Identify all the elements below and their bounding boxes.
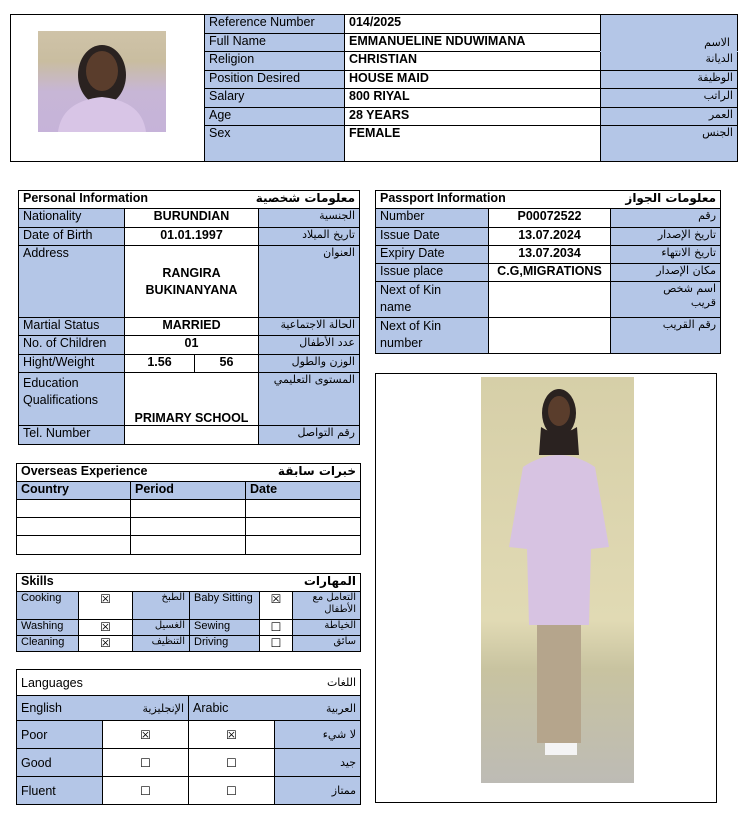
age-ar: العمر [601,108,738,126]
education-label-1: Education [23,376,79,390]
age-label: Age [205,108,345,126]
level-good-ar: جيد [275,749,361,777]
nationality-ar: الجنسية [259,209,360,228]
education-value: PRIMARY SCHOOL [125,373,259,426]
expiry-date-value: 13.07.2034 [489,246,611,264]
level-fluent-ar: ممتاز [275,777,361,805]
col-date: Date [246,482,361,500]
children-label: No. of Children [19,336,125,355]
skill-driving-label: Driving [190,636,260,652]
lang-english-label: English [17,696,103,721]
tel-label: Tel. Number [19,426,125,445]
marital-value: MARRIED [125,318,259,336]
languages-title-ar: اللغات [189,670,361,696]
position-label: Position Desired [205,71,345,89]
level-poor-ar: لا شيء [275,721,361,749]
name-label: Full Name [205,34,345,52]
expiry-date-ar: تاريخ الانتهاء [611,246,721,264]
issue-place-value: C.G,MIGRATIONS [489,264,611,282]
level-poor-arabic-checkbox[interactable]: ☒ [189,721,275,749]
skill-sewing-checkbox[interactable]: ☐ [260,620,293,636]
address-ar: العنوان [259,246,360,318]
issue-place-label: Issue place [376,264,489,282]
personal-title: Personal Information [19,191,195,209]
kin-name-label [376,282,489,318]
lang-arabic-ar: العربية [275,696,361,721]
education-label [19,373,125,426]
issue-place-ar: مكان الإصدار [611,264,721,282]
dob-label: Date of Birth [19,228,125,246]
level-good-english-checkbox[interactable]: ☐ [103,749,189,777]
kin-name-label-1: Next of Kin [380,283,442,297]
address-value [125,246,259,318]
overseas-table [16,463,361,555]
kin-number-label-2: number [380,336,423,350]
skill-washing-ar: الغسيل [133,620,190,636]
skill-cooking-label: Cooking [17,592,79,620]
kin-name-value [489,282,611,318]
height-value: 1.56 [125,355,195,373]
level-fluent-english-checkbox[interactable]: ☐ [103,777,189,805]
tel-value [125,426,259,445]
hw-label: Hight/Weight [19,355,125,373]
fullbody-photo [481,377,634,783]
kin-number-ar: رقم القريب [611,318,721,354]
ref-value: 014/2025 [345,15,601,34]
expiry-date-label: Expiry Date [376,246,489,264]
level-fluent-arabic-checkbox[interactable]: ☐ [189,777,275,805]
skill-washing-checkbox[interactable]: ☒ [79,620,133,636]
level-poor-label: Poor [17,721,103,749]
sex-ar: الجنس [601,126,738,162]
table-row [17,500,361,518]
skill-washing-label: Washing [17,620,79,636]
passport-title-ar: معلومات الجواز [489,191,721,209]
religion-label: Religion [205,52,345,71]
kin-name-label-2: name [380,300,412,314]
issue-date-value: 13.07.2024 [489,228,611,246]
portrait-photo [38,31,166,132]
skills-title-ar: المهارات [190,574,361,592]
passport-number-value: P00072522 [489,209,611,228]
sex-value: FEMALE [345,126,601,162]
weight-value: 56 [195,355,259,373]
kin-number-label-1: Next of Kin [380,319,442,333]
salary-ar: الراتب [601,89,738,108]
name-value: EMMANUELINE NDUWIMANA [345,34,601,52]
level-poor-english-checkbox[interactable]: ☒ [103,721,189,749]
lang-arabic-label: Arabic [189,696,275,721]
kin-number-value [489,318,611,354]
religion-value: CHRISTIAN [345,52,601,71]
dob-ar: تاريخ الميلاد [259,228,360,246]
overseas-title-ar: خبرات سابقة [246,464,361,482]
kin-number-label [376,318,489,354]
level-good-arabic-checkbox[interactable]: ☐ [189,749,275,777]
education-ar: المستوى التعليمي [259,373,360,426]
skill-driving-ar: سائق [293,636,361,652]
nationality-value: BURUNDIAN [125,209,259,228]
skill-cleaning-ar: التنظيف [133,636,190,652]
address-label: Address [19,246,125,318]
sex-label: Sex [205,126,345,162]
salary-value: 800 RIYAL [345,89,601,108]
skills-title: Skills [17,574,190,592]
overseas-title: Overseas Experience [17,464,246,482]
skill-cooking-checkbox[interactable]: ☒ [79,592,133,620]
skill-cooking-ar: الطبخ [133,592,190,620]
skill-baby-checkbox[interactable]: ☒ [260,592,293,620]
personal-table [18,190,360,445]
ref-label: Reference Number [205,15,345,34]
col-country: Country [17,482,131,500]
level-fluent-label: Fluent [17,777,103,805]
issue-date-ar: تاريخ الإصدار [611,228,721,246]
passport-table [375,190,721,354]
skill-baby-label: Baby Sitting [190,592,260,620]
tel-ar: رقم التواصل [259,426,360,445]
col-period: Period [131,482,246,500]
skill-baby-ar-2: الأطفال [324,604,357,615]
hw-ar: الوزن والطول [259,355,360,373]
languages-table [16,669,361,805]
passport-number-label: Number [376,209,489,228]
nationality-label: Nationality [19,209,125,228]
children-value: 01 [125,336,259,355]
skill-sewing-label: Sewing [190,620,260,636]
skill-cleaning-checkbox[interactable]: ☒ [79,636,133,652]
position-value: HOUSE MAID [345,71,601,89]
address-line-2: BUKINANYANA [145,282,238,297]
personal-title-ar: معلومات شخصية [195,191,360,209]
kin-name-ar-1: اسم شخص [663,282,717,295]
skills-table [16,573,361,652]
education-label-2: Qualifications [23,393,99,407]
address-line-1: RANGIRA [162,265,221,280]
passport-title: Passport Information [376,191,489,209]
salary-label: Salary [205,89,345,108]
skill-sewing-ar: الخياطة [293,620,361,636]
age-value: 28 YEARS [345,108,601,126]
lang-english-ar: الإنجليزية [103,696,189,721]
name-ar: الاسم [704,36,730,49]
table-row [17,518,361,536]
skill-baby-ar-1: التعامل مع [312,592,357,603]
languages-title: Languages [17,670,189,696]
dob-value: 01.01.1997 [125,228,259,246]
issue-date-label: Issue Date [376,228,489,246]
skill-cleaning-label: Cleaning [17,636,79,652]
passport-number-ar: رقم [611,209,721,228]
person-figure-icon [481,377,634,783]
person-silhouette-icon [38,31,166,132]
religion-ar: الديانة [601,52,738,71]
position-ar: الوظيفة [601,71,738,89]
marital-ar: الحالة الاجتماعية [259,318,360,336]
kin-name-ar [611,282,721,318]
skill-baby-ar [293,592,361,620]
children-ar: عدد الأطفال [259,336,360,355]
level-good-label: Good [17,749,103,777]
skill-driving-checkbox[interactable]: ☐ [260,636,293,652]
kin-name-ar-2: قريب [690,296,717,309]
marital-label: Martial Status [19,318,125,336]
table-row [17,536,361,555]
